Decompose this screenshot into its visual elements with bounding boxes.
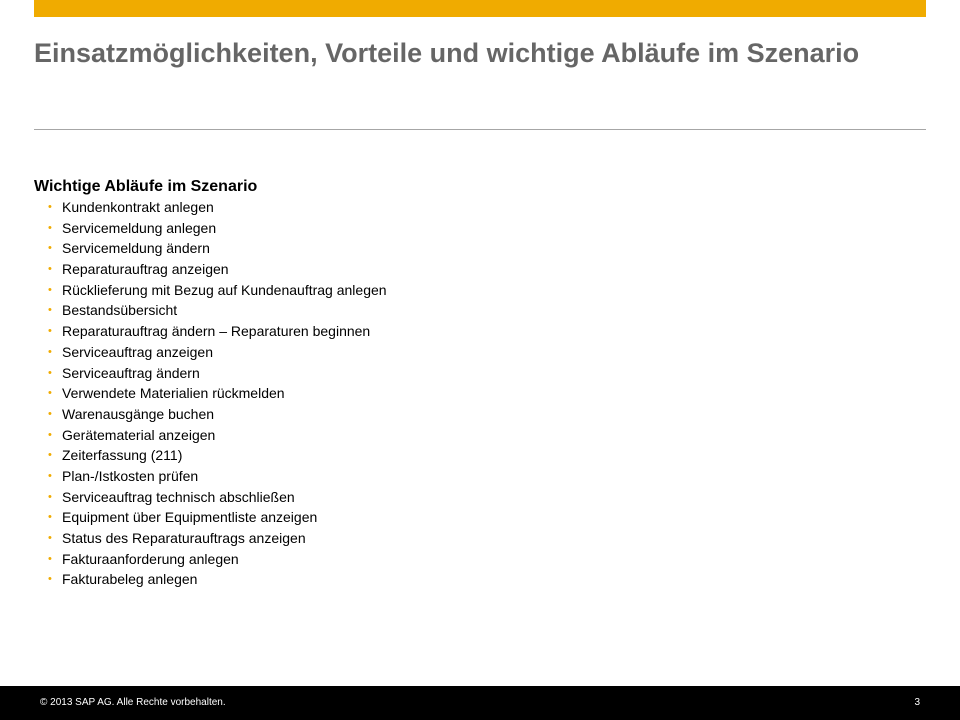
slide-title: Einsatzmöglichkeiten, Vorteile und wichtige Abläufe im Szenario — [34, 38, 860, 68]
list-item-label: Servicemeldung ändern — [62, 240, 210, 257]
list-item-label: Plan-/Istkosten prüfen — [62, 467, 199, 484]
list-item — [50, 259, 387, 280]
list-item — [50, 507, 387, 528]
bullet-dot-icon: • — [48, 469, 52, 482]
top-accent-bar — [34, 0, 926, 17]
list-item-label: Verwendete Materialien rückmelden — [62, 385, 285, 402]
page-number: 3 — [914, 697, 920, 708]
list-item-label: Equipment über Equipmentliste anzeigen — [62, 509, 318, 526]
bullet-dot-icon: • — [48, 263, 52, 276]
list-item — [50, 342, 387, 363]
list-item — [50, 218, 387, 239]
list-item — [50, 383, 387, 404]
title-divider — [34, 129, 926, 130]
list-item — [50, 549, 387, 570]
list-item — [50, 238, 387, 259]
bullet-dot-icon: • — [48, 345, 52, 358]
list-item-label: Reparaturauftrag anzeigen — [62, 261, 229, 278]
bullet-dot-icon: • — [48, 449, 52, 462]
list-item — [50, 466, 387, 487]
list-item — [50, 528, 387, 549]
list-item-label: Fakturabeleg anlegen — [62, 571, 198, 588]
list-item — [50, 363, 387, 384]
bullet-dot-icon: • — [48, 325, 52, 338]
process-step-list — [50, 197, 387, 590]
list-item — [50, 404, 387, 425]
bullet-dot-icon: • — [48, 387, 52, 400]
list-item-label: Serviceauftrag technisch abschließen — [62, 488, 295, 505]
bullet-dot-icon: • — [48, 552, 52, 565]
list-item — [50, 280, 387, 301]
bullet-dot-icon: • — [48, 283, 52, 296]
list-item-label: Serviceauftrag anzeigen — [62, 343, 213, 360]
list-item — [50, 445, 387, 466]
list-item-label: Rücklieferung mit Bezug auf Kundenauftrag anlegen — [62, 281, 387, 298]
list-item-label: Bestandsübersicht — [62, 302, 178, 319]
footer-bar — [0, 686, 960, 720]
list-item-label: Zeiterfassung (211) — [62, 447, 183, 464]
bullet-dot-icon: • — [48, 304, 52, 317]
section-heading: Wichtige Abläufe im Szenario — [34, 178, 258, 195]
list-item-label: Fakturaanforderung anlegen — [62, 550, 239, 567]
list-item-label: Warenausgänge buchen — [62, 405, 215, 422]
bullet-dot-icon: • — [48, 428, 52, 441]
bullet-dot-icon: • — [48, 573, 52, 586]
bullet-dot-icon: • — [48, 242, 52, 255]
list-item-label: Reparaturauftrag ändern – Reparaturen beginnen — [62, 323, 371, 340]
list-item-label: Serviceauftrag ändern — [62, 364, 200, 381]
list-item-label: Status des Reparaturauftrags anzeigen — [62, 530, 306, 546]
bullet-dot-icon: • — [48, 201, 52, 213]
list-item — [50, 487, 387, 508]
list-item-label: Servicemeldung anlegen — [62, 219, 217, 236]
list-item — [50, 321, 387, 342]
list-item-label: Gerätematerial anzeigen — [62, 426, 216, 443]
list-item-label: Kundenkontrakt anlegen — [62, 199, 214, 215]
bullet-dot-icon: • — [48, 407, 52, 420]
list-item — [50, 197, 387, 218]
list-item — [50, 300, 387, 321]
list-item — [50, 569, 387, 590]
bullet-dot-icon: • — [48, 532, 52, 544]
bullet-dot-icon: • — [48, 221, 52, 234]
footer-copyright: © 2013 SAP AG. Alle Rechte vorbehalten. — [40, 697, 226, 708]
bullet-dot-icon: • — [48, 490, 52, 503]
bullet-dot-icon: • — [48, 366, 52, 379]
bullet-dot-icon: • — [48, 511, 52, 524]
list-item — [50, 425, 387, 446]
